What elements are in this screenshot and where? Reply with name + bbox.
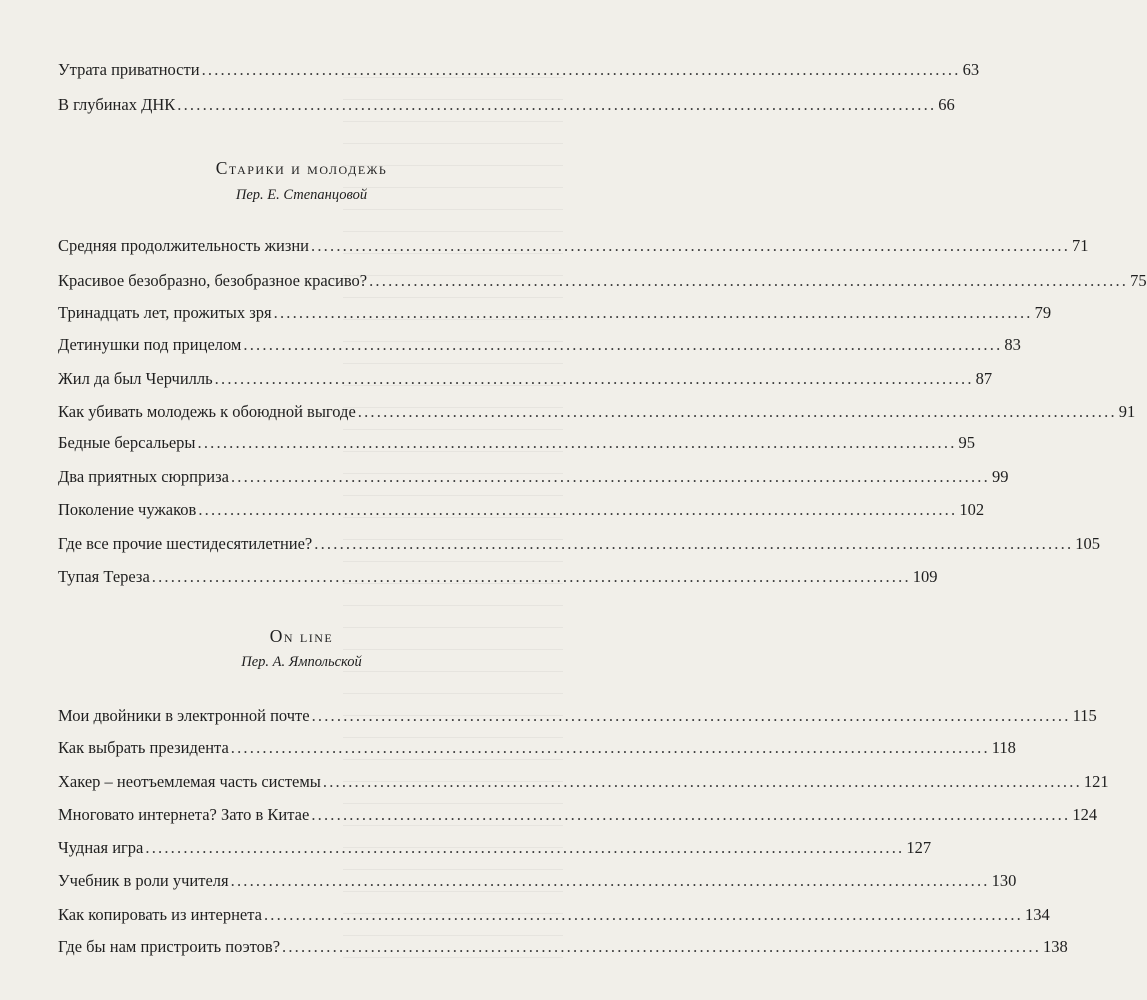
toc-entry [58,531,1101,557]
section-title: Старики и молодежь [215,158,388,178]
toc-entry [58,868,1017,894]
toc-entry [58,802,1098,828]
toc-entry [58,497,985,523]
toc-entry-page: 83 [1004,335,1021,354]
toc-entry-page: 105 [1075,534,1101,553]
toc-entry-title: Чудная игра [58,838,144,857]
toc-entry-page: 79 [1034,303,1052,322]
leader-dots: ........................................................................................................................ [151,567,911,586]
leader-dots: ........................................................................................................................ [357,402,1117,421]
toc-entry [58,735,1016,761]
toc-entry-page: 63 [962,60,980,79]
leader-dots: ........................................................................................................................ [197,433,957,452]
toc-entry-title: Учебник в роли учителя [58,871,229,890]
leader-dots: ........................................................................................................................ [282,937,1042,956]
toc-entry-page: 115 [1072,706,1097,725]
toc-entry-title: Жил да был Черчилль [58,369,213,388]
toc-entry-title: Детинушки под прицелом [58,335,242,354]
leader-dots: ........................................................................................................................ [314,534,1074,553]
toc-entry-title: Тупая Тереза [58,567,150,586]
leader-dots: ........................................................................................................................ [311,706,1071,725]
toc-entry-page: 124 [1072,805,1098,824]
toc-entry-page: 102 [959,500,985,519]
toc-entry-title: Как выбрать президента [58,738,229,757]
leader-dots: ........................................................................................................................ [214,369,974,388]
toc-entry-page: 134 [1024,905,1050,924]
toc-entry-page: 127 [906,838,932,857]
toc-entry-page: 121 [1083,772,1109,791]
section-title: On line [269,626,334,646]
toc-entry-title: Где все прочие шестидесятилетние? [58,534,313,553]
toc-entry-title: Поколение чужаков [58,500,197,519]
toc-entry [58,769,1109,795]
toc-entry-title: Многовато интернета? Зато в Китае [58,805,310,824]
leader-dots: ........................................................................................................................ [230,871,990,890]
leader-dots: ........................................................................................................................ [230,738,990,757]
toc-entry [58,268,1147,294]
toc-entry-page: 109 [912,567,938,586]
toc-entry [58,835,932,861]
toc-entry-title: Два приятных сюрприза [58,467,229,486]
toc-entry [58,464,1009,490]
toc-entry-page: 130 [991,871,1017,890]
toc-entry-title: Как убивать молодежь к обоюдной выгоде [58,402,356,421]
toc-entry [58,300,1052,326]
leader-dots: ........................................................................................................................ [311,805,1071,824]
toc-entry-title: Где бы нам пристроить поэтов? [58,937,281,956]
toc-entry-page: 87 [975,369,993,388]
toc-entry-title: В глубинах ДНК [58,95,176,114]
leader-dots: ........................................................................................................................ [311,236,1071,255]
toc-entry-title: Как копировать из интернета [58,905,262,924]
section-translator: Пер. А. Ямпольской [241,654,362,670]
toc-entry [58,430,976,456]
toc-entry [58,233,1089,259]
toc-entry-page: 118 [991,738,1016,757]
toc-entry [58,564,938,590]
toc-entry [58,57,980,83]
toc-entry-title: Красивое безобразно, безобразное красиво? [58,271,368,290]
toc-entry [58,399,1136,425]
toc-entry-title: Утрата приватности [58,60,200,79]
toc-entry [58,902,1050,928]
toc-entry-page: 91 [1118,402,1136,421]
toc-entry-page: 99 [991,467,1009,486]
leader-dots: ........................................................................................................................ [263,905,1023,924]
leader-dots: ........................................................................................................................ [201,60,961,79]
toc-entry-title: Тринадцать лет, прожитых зря [58,303,272,322]
leader-dots: ........................................................................................................................ [230,467,990,486]
toc-entry-title: Бедные берсальеры [58,433,196,452]
toc-entry-page: 95 [958,433,976,452]
toc-entry-title: Средняя продолжительность жизни [58,236,310,255]
leader-dots: ........................................................................................................................ [145,838,905,857]
toc-entry [58,934,1068,960]
toc-entry-title: Мои двойники в электронной почте [58,706,310,725]
leader-dots: ........................................................................................................................ [177,95,937,114]
toc-entry [58,703,1097,729]
toc-entry-title: Хакер – неотъемлемая часть системы [58,772,321,791]
leader-dots: ........................................................................................................................ [369,271,1129,290]
toc-entry-page: 66 [938,95,955,114]
section-translator: Пер. Е. Степанцовой [235,187,368,203]
leader-dots: ........................................................................................................................ [273,303,1033,322]
leader-dots: ........................................................................................................................ [322,772,1082,791]
leader-dots: ........................................................................................................................ [243,335,1003,354]
toc-entry-page: 71 [1072,236,1089,255]
toc-entry [58,332,1021,358]
toc-entry [58,366,993,392]
toc-entry-page: 138 [1043,937,1068,956]
toc-entry [58,92,955,118]
leader-dots: ........................................................................................................................ [198,500,958,519]
toc-entry-page: 75 [1130,271,1147,290]
